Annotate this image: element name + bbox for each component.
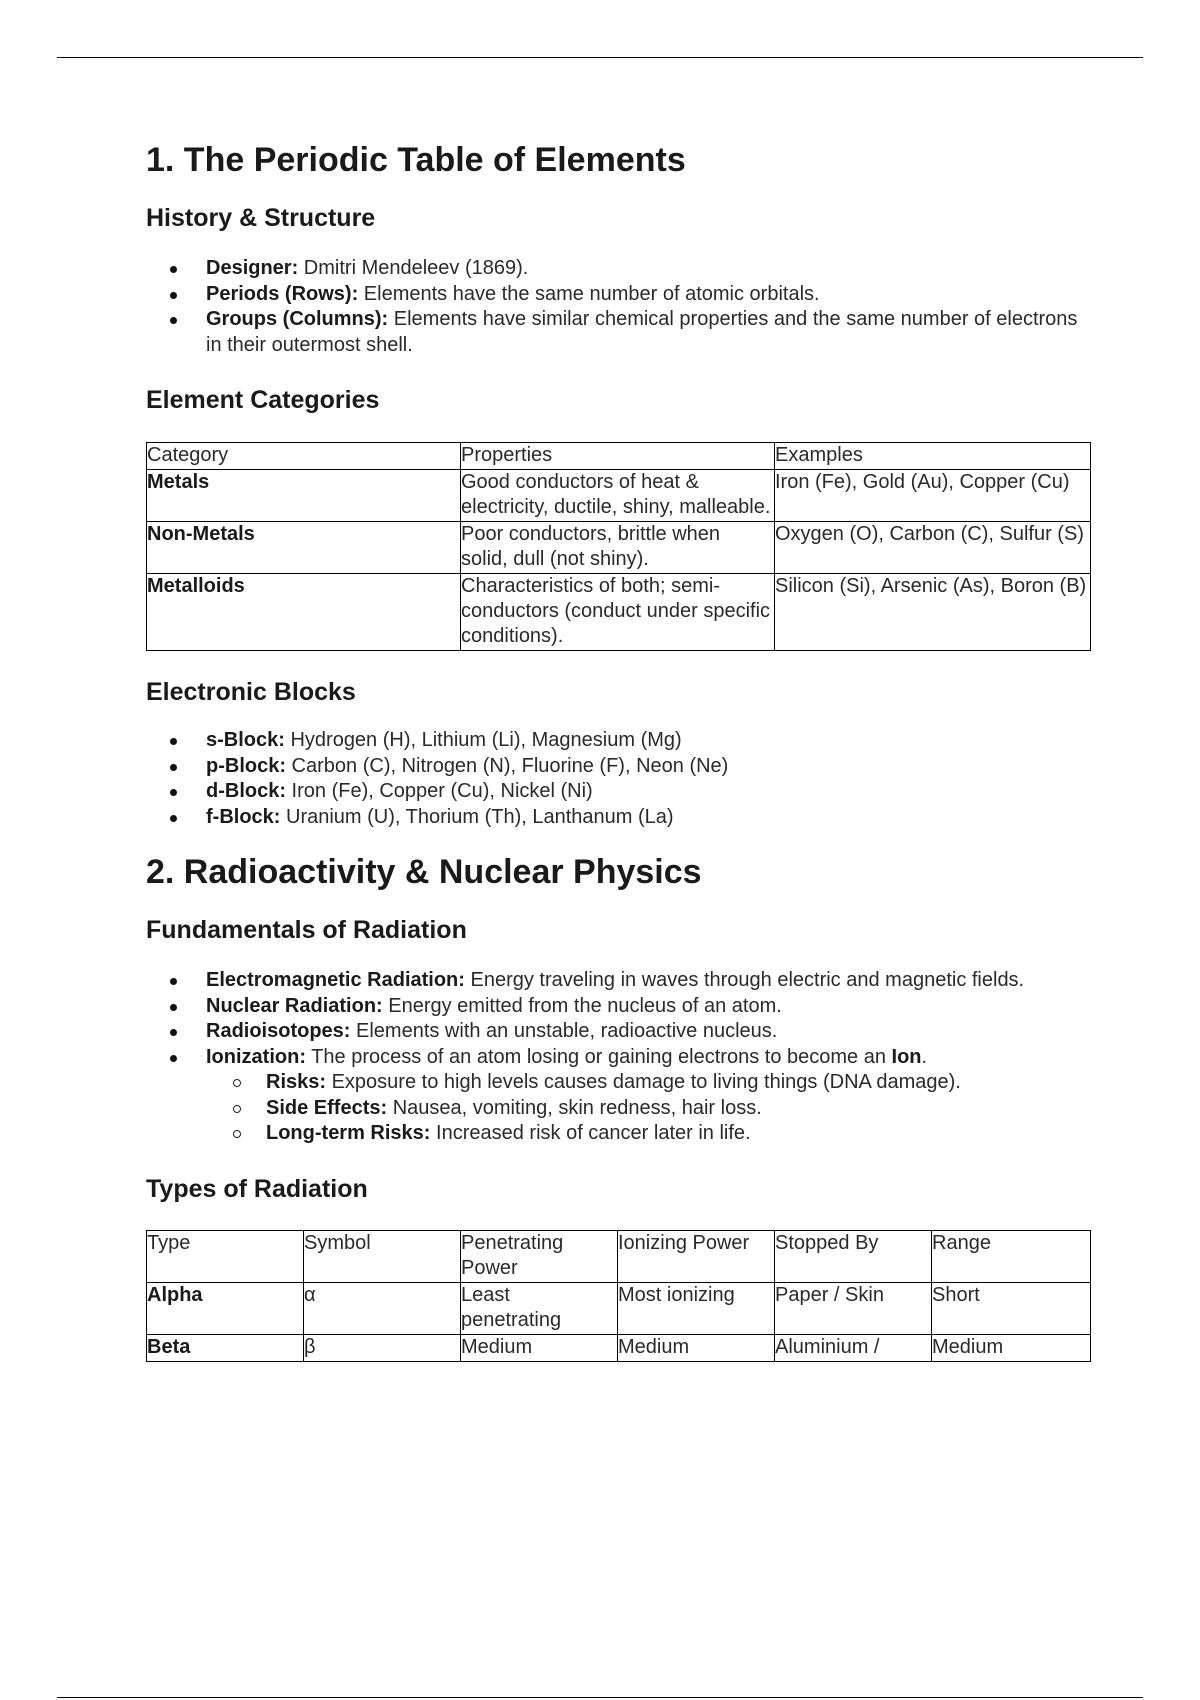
list-item: s-Block: Hydrogen (H), Lithium (Li), Magnesium (Mg) [146, 728, 1096, 754]
list-item: d-Block: Iron (Fe), Copper (Cu), Nickel (Ni) [146, 779, 1096, 805]
table-cell: Alpha [147, 1282, 304, 1334]
table-cell: Metalloids [147, 574, 461, 651]
bottom-rule [57, 1697, 1143, 1698]
heading-element-categories: Element Categories [146, 386, 380, 414]
list-item: f-Block: Uranium (U), Thorium (Th), Lanthanum (La) [146, 805, 1096, 831]
table-cell: Beta [147, 1334, 304, 1361]
list-item: Ionization: The process of an atom losing or gaining electrons to become an Ion. [146, 1045, 1096, 1071]
list-item: Periods (Rows): Elements have the same number of atomic orbitals. [146, 282, 1096, 308]
heading-history-structure: History & Structure [146, 204, 376, 232]
table-cell: Least penetrating [461, 1282, 618, 1334]
table-header-cell: Type [147, 1230, 304, 1282]
table-cell: Medium [618, 1334, 775, 1361]
table-cell: Aluminium / [775, 1334, 932, 1361]
sub-list-item: Side Effects: Nausea, vomiting, skin redness, hair loss. [146, 1096, 1096, 1122]
table-cell: Non-Metals [147, 522, 461, 574]
top-rule [57, 57, 1143, 58]
section-title-periodic-table: 1. The Periodic Table of Elements [146, 141, 686, 179]
table-row [147, 1282, 1091, 1334]
fundamentals-list [146, 968, 1096, 1070]
table-cell: Iron (Fe), Gold (Au), Copper (Cu) [775, 470, 1091, 522]
table-header-cell: Properties [461, 443, 775, 470]
table-header-cell: Category [147, 443, 461, 470]
table-header-cell: Penetrating Power [461, 1230, 618, 1282]
document-body [146, 140, 1096, 1362]
table-cell: Silicon (Si), Arsenic (As), Boron (B) [775, 574, 1091, 651]
blocks-list [146, 728, 1096, 830]
table-cell: Characteristics of both; semi-conductors (conduct under specific conditions). [461, 574, 775, 651]
table-header-row [147, 1230, 1091, 1282]
table-cell: Metals [147, 470, 461, 522]
table-header-cell: Range [932, 1230, 1091, 1282]
sub-list-item: Risks: Exposure to high levels causes damage to living things (DNA damage). [146, 1070, 1096, 1096]
table-row [147, 1334, 1091, 1361]
table-row [147, 470, 1091, 522]
table-cell: Medium [932, 1334, 1091, 1361]
table-cell: Oxygen (O), Carbon (C), Sulfur (S) [775, 522, 1091, 574]
radiation-types-table [146, 1230, 1091, 1362]
list-item: Groups (Columns): Elements have similar chemical properties and the same number of electrons in their outermost shell. [146, 307, 1096, 358]
section-title-radioactivity: 2. Radioactivity & Nuclear Physics [146, 853, 702, 891]
list-item: Electromagnetic Radiation: Energy traveling in waves through electric and magnetic fields. [146, 968, 1096, 994]
table-cell: Good conductors of heat & electricity, ductile, shiny, malleable. [461, 470, 775, 522]
element-categories-table [146, 442, 1091, 651]
table-row [147, 522, 1091, 574]
table-cell: Medium [461, 1334, 618, 1361]
table-cell: Poor conductors, brittle when solid, dull (not shiny). [461, 522, 775, 574]
table-cell: Most ionizing [618, 1282, 775, 1334]
table-header-cell: Symbol [304, 1230, 461, 1282]
heading-types-radiation: Types of Radiation [146, 1174, 368, 1203]
list-item: Radioisotopes: Elements with an unstable, radioactive nucleus. [146, 1019, 1096, 1045]
history-list [146, 256, 1096, 358]
ionization-sublist [146, 1070, 1096, 1147]
list-item: Designer: Dmitri Mendeleev (1869). [146, 256, 1096, 282]
heading-electronic-blocks: Electronic Blocks [146, 678, 356, 706]
heading-fundamentals-radiation: Fundamentals of Radiation [146, 916, 467, 944]
table-cell: Short [932, 1282, 1091, 1334]
table-cell: β [304, 1334, 461, 1361]
table-header-cell: Stopped By [775, 1230, 932, 1282]
table-header-cell: Examples [775, 443, 1091, 470]
table-header-row [147, 443, 1091, 470]
table-cell: α [304, 1282, 461, 1334]
sub-list-item: Long-term Risks: Increased risk of cancer later in life. [146, 1121, 1096, 1147]
table-cell: Paper / Skin [775, 1282, 932, 1334]
table-header-cell: Ionizing Power [618, 1230, 775, 1282]
list-item: p-Block: Carbon (C), Nitrogen (N), Fluorine (F), Neon (Ne) [146, 754, 1096, 780]
table-row [147, 574, 1091, 651]
list-item: Nuclear Radiation: Energy emitted from the nucleus of an atom. [146, 994, 1096, 1020]
